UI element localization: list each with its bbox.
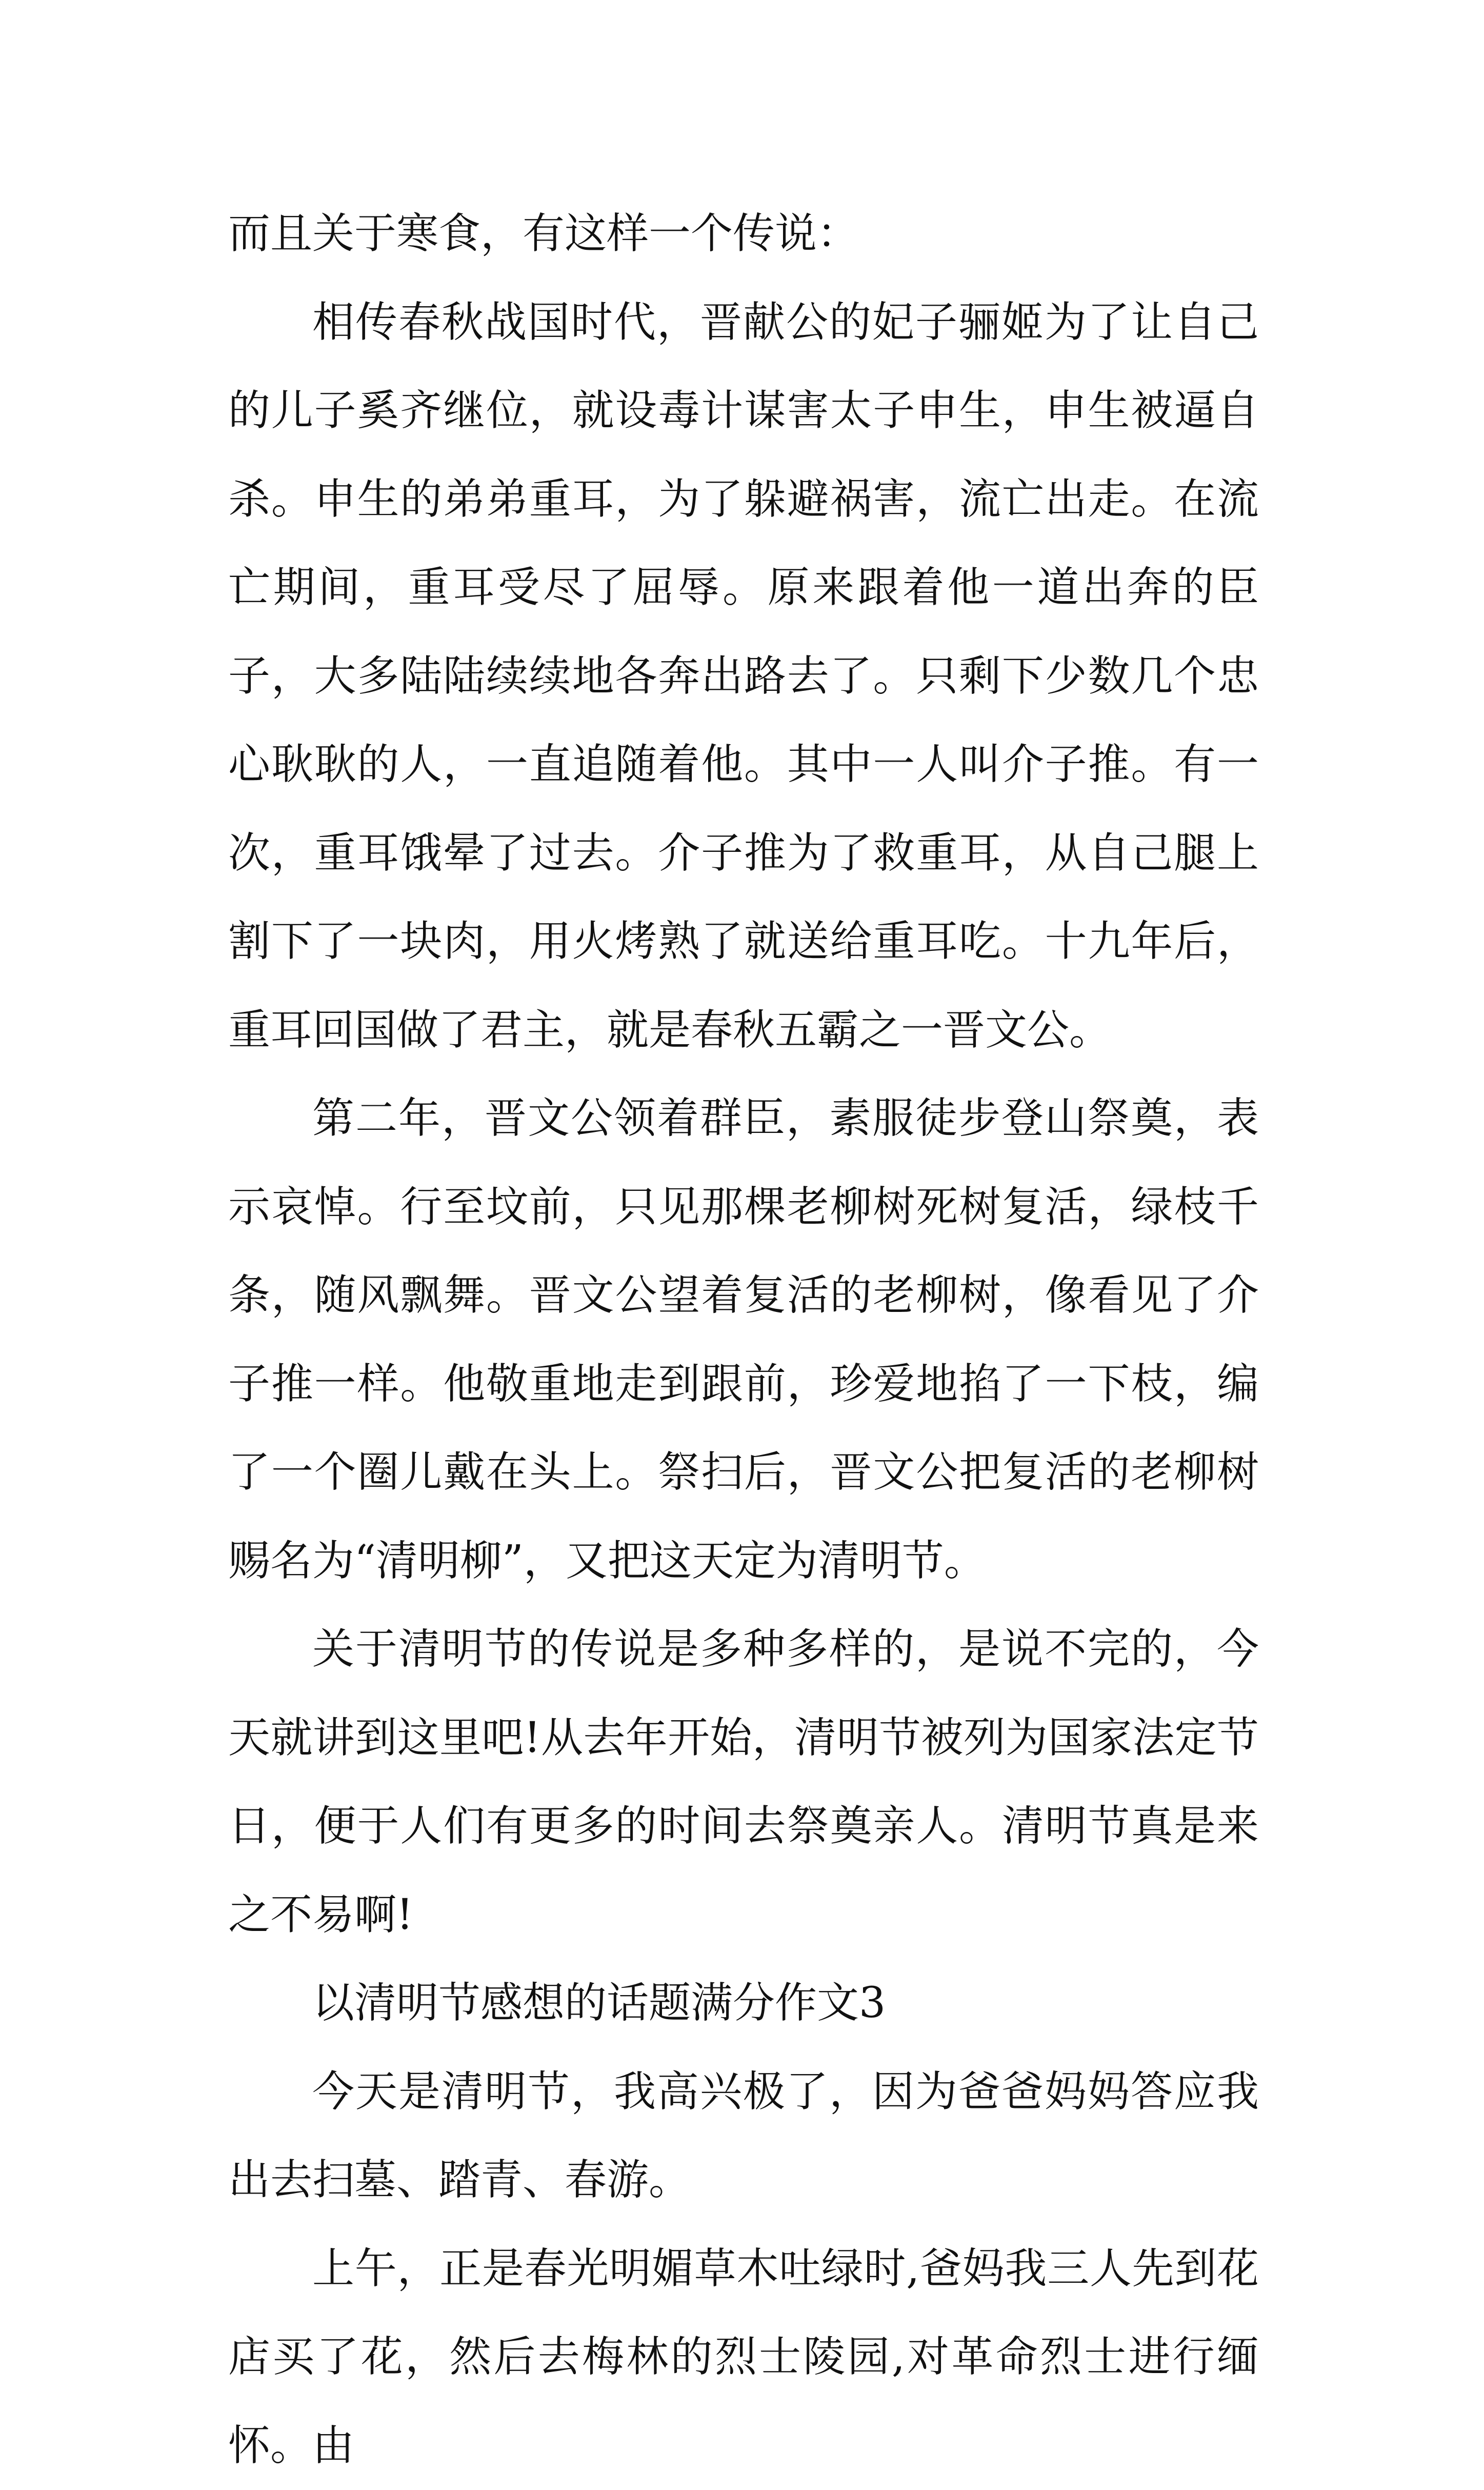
paragraph-essay-opening: 今天是清明节，我高兴极了，因为爸爸妈妈答应我出去扫墓、踏青、春游。 [228, 2048, 1259, 2225]
paragraph-legend-intro: 而且关于寒食，有这样一个传说： [228, 190, 1259, 278]
paragraph-qingming-willow: 第二年，晋文公领着群臣，素服徒步登山祭奠，表示哀悼。行至坟前，只见那棵老柳树死树复活，绿枝千条，随风飘舞。晋文公望着复活的老柳树，像看见了介子推一样。他敬重地走到跟前，珍爱地掐了一下枝，编了一个圈儿戴在头上。祭扫后，晋文公把复活的老柳树赐名为“清明柳”，又把这天定为清明节。 [228, 1074, 1259, 1605]
paragraph-legend-conclusion: 关于清明节的传说是多种多样的，是说不完的，今天就讲到这里吧!从去年开始，清明节被列为国家法定节日，便于人们有更多的时间去祭奠亲人。清明节真是来之不易啊! [228, 1605, 1259, 1959]
essay-heading: 以清明节感想的话题满分作文3 [228, 1959, 1259, 2048]
paragraph-essay-morning: 上午，正是春光明媚草木吐绿时,爸妈我三人先到花店买了花，然后去梅林的烈士陵园,对革命烈士进行缅怀。由 [228, 2225, 1259, 2490]
article-body [228, 190, 1259, 2490]
paragraph-jiezitui-story: 相传春秋战国时代，晋献公的妃子骊姬为了让自己的儿子奚齐继位，就设毒计谋害太子申生，申生被逼自杀。申生的弟弟重耳，为了躲避祸害，流亡出走。在流亡期间，重耳受尽了屈辱。原来跟着他一道出奔的臣子，大多陆陆续续地各奔出路去了。只剩下少数几个忠心耿耿的人，一直追随着他。其中一人叫介子推。有一次，重耳饿晕了过去。介子推为了救重耳，从自己腿上割下了一块肉，用火烤熟了就送给重耳吃。十九年后，重耳回国做了君主，就是春秋五霸之一晋文公。 [228, 278, 1259, 1075]
